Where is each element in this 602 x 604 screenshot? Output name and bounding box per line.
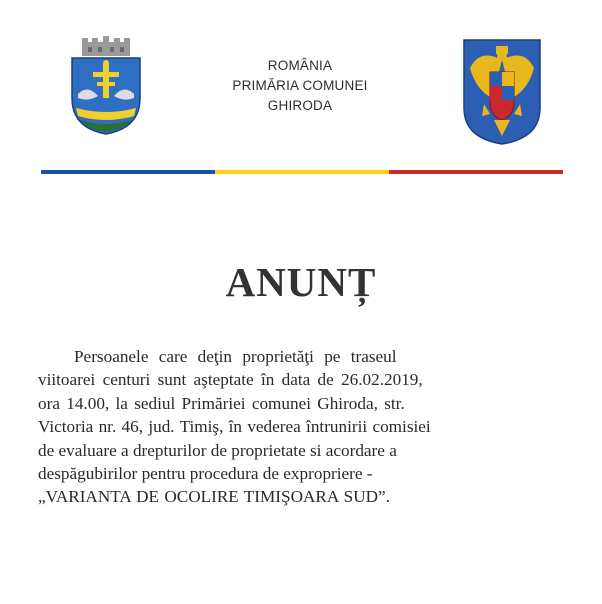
header-line-country: ROMÂNIA <box>267 58 333 73</box>
body-line: „VARIANTA DE OCOLIRE TIMIŞOARA SUD”. <box>38 487 390 507</box>
header-line-locality: GHIRODA <box>267 98 333 113</box>
tricolor-blue <box>41 170 215 174</box>
romania-coat-of-arms-icon <box>462 38 542 146</box>
header-line-institution: PRIMĂRIA COMUNEI <box>232 78 368 93</box>
tricolor-rule <box>41 170 563 174</box>
header-institution <box>200 56 400 116</box>
body-line: Persoanele care deţin proprietăţi pe traseul <box>74 347 397 366</box>
body-line: de evaluare a drepturilor de proprietate si acordare a <box>38 440 397 460</box>
announcement-title: ANUNȚ <box>225 259 377 305</box>
body-line: viitoarei centuri sunt aşteptate în data de 26.02.2019, <box>38 370 423 390</box>
ghiroda-coat-of-arms-icon <box>68 36 144 136</box>
body-line: despăgubirilor pentru procedura de expropriere - <box>38 464 373 484</box>
tricolor-red <box>389 170 563 174</box>
tricolor-yellow <box>215 170 389 174</box>
body-line: ora 14.00, la sediul Primăriei comunei Ghiroda, str. <box>38 393 405 413</box>
announcement-body <box>38 345 578 509</box>
body-line: Victoria nr. 46, jud. Timiş, în vederea întrunirii comisiei <box>38 417 431 437</box>
